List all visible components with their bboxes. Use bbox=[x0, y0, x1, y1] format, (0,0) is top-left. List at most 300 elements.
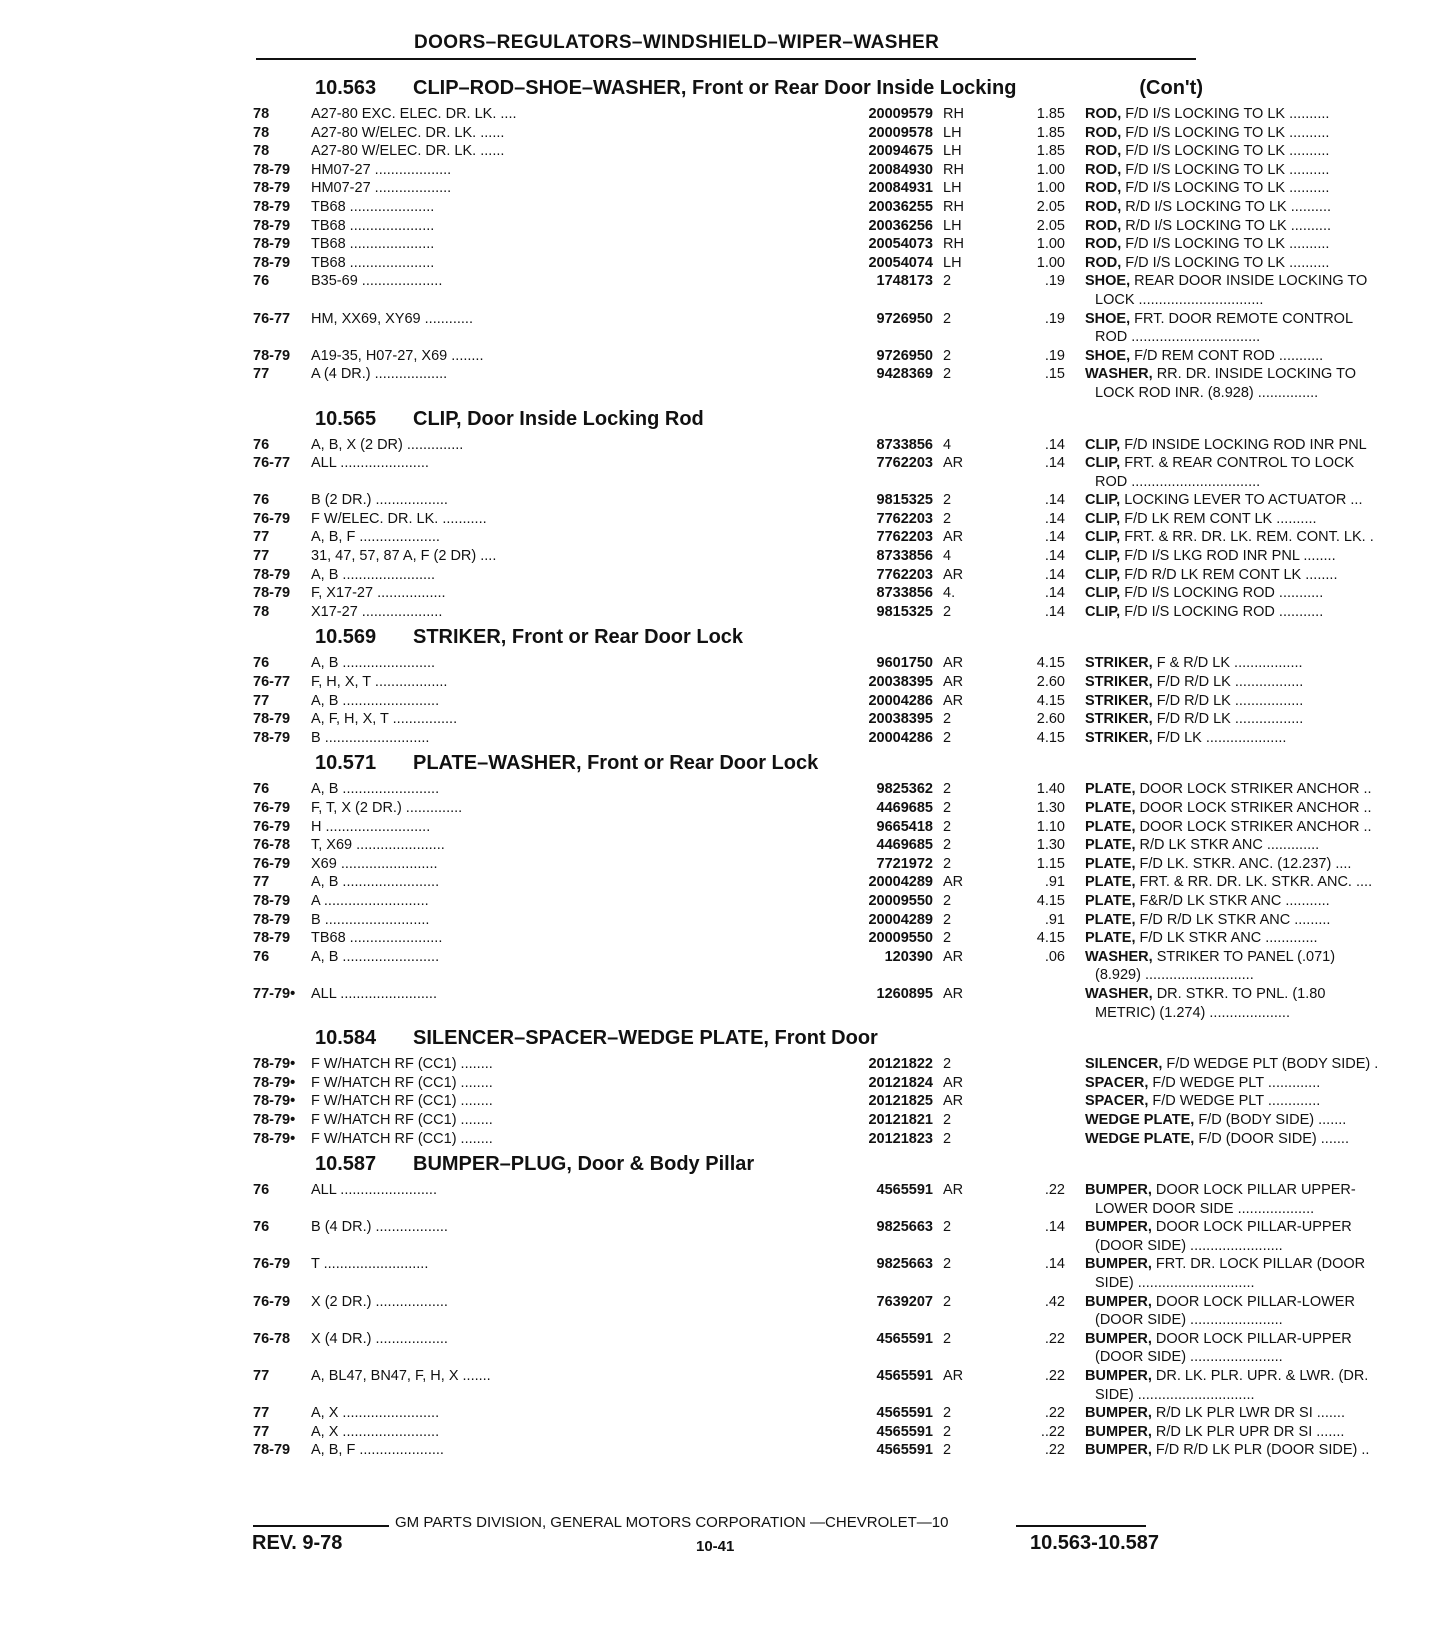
part-number: 20121822 bbox=[868, 1056, 933, 1073]
model-years: 77 bbox=[253, 874, 270, 891]
part-number: 20038395 bbox=[868, 674, 933, 691]
description-text: F/D WEDGE PLT ............. bbox=[1152, 1093, 1321, 1110]
part-number: 20009578 bbox=[868, 124, 933, 141]
price: .14 bbox=[1044, 1256, 1065, 1273]
model-usage: A, B ........................ bbox=[311, 692, 440, 709]
description-continuation: (DOOR SIDE) ....................... bbox=[1095, 1312, 1283, 1329]
parts-listing bbox=[253, 72, 1379, 1460]
part-description bbox=[1085, 1423, 1447, 1442]
part-row bbox=[253, 911, 1331, 930]
part-row bbox=[253, 1074, 1321, 1093]
model-usage: A27-80 W/ELEC. DR. LK. ...... bbox=[311, 143, 505, 160]
part-name: SHOE, bbox=[1085, 310, 1131, 327]
part-name: CLIP, bbox=[1085, 585, 1121, 602]
revision-label: REV. 9-78 bbox=[252, 1532, 343, 1554]
model-usage: A (4 DR.) .................. bbox=[311, 366, 448, 383]
quantity: AR bbox=[943, 1368, 964, 1385]
price: .14 bbox=[1044, 1219, 1065, 1236]
model-usage: TB68 ..................... bbox=[311, 254, 435, 271]
part-name: ROD, bbox=[1085, 143, 1122, 160]
quantity: LH bbox=[943, 217, 962, 234]
part-name: CLIP, bbox=[1085, 492, 1121, 509]
description-text: F/D R/D LK ................. bbox=[1156, 711, 1304, 728]
model-years: 78 bbox=[253, 124, 270, 141]
quantity: 2 bbox=[943, 510, 952, 527]
model-usage: F W/ELEC. DR. LK. ........... bbox=[311, 510, 487, 527]
section-title: CLIP, Door Inside Locking Rod bbox=[413, 407, 704, 430]
model-years: 77 bbox=[253, 692, 270, 709]
price: .91 bbox=[1044, 874, 1065, 891]
price: .22 bbox=[1044, 1442, 1065, 1459]
part-description bbox=[1085, 1255, 1447, 1292]
price: .91 bbox=[1044, 911, 1065, 928]
quantity: 2 bbox=[943, 892, 952, 909]
part-row bbox=[253, 948, 1336, 985]
quantity: RH bbox=[943, 236, 964, 253]
price: 1.30 bbox=[1036, 800, 1065, 816]
model-usage: T .......................... bbox=[311, 1256, 429, 1273]
part-description bbox=[1085, 710, 1447, 729]
model-years: 78-79• bbox=[253, 1130, 296, 1147]
page-number: 10-41 bbox=[696, 1538, 735, 1555]
part-row bbox=[253, 310, 1354, 347]
price: .14 bbox=[1044, 566, 1065, 583]
part-number: 9665418 bbox=[876, 818, 933, 835]
model-usage: TB68 ....................... bbox=[311, 930, 443, 947]
description-text: R/D I/S LOCKING TO LK .......... bbox=[1125, 198, 1332, 215]
price: 2.60 bbox=[1036, 711, 1065, 728]
part-number: 8733856 bbox=[876, 585, 933, 602]
part-number: 9825663 bbox=[876, 1256, 933, 1273]
quantity: 2 bbox=[943, 818, 952, 835]
part-row bbox=[253, 347, 1324, 366]
description-text: DR. STKR. TO PNL. (1.80 bbox=[1156, 985, 1326, 1002]
quantity: 2 bbox=[943, 911, 952, 928]
part-row bbox=[253, 179, 1330, 198]
description-text: F/D I/S LOCKING TO LK .......... bbox=[1125, 161, 1330, 178]
price: 1.85 bbox=[1036, 124, 1065, 141]
part-number: 9825663 bbox=[876, 1219, 933, 1236]
part-row bbox=[253, 584, 1324, 603]
model-years: 76-79 bbox=[253, 1256, 291, 1273]
model-years: 77 bbox=[253, 548, 270, 565]
price: .22 bbox=[1044, 1368, 1065, 1385]
part-description bbox=[1085, 780, 1447, 799]
part-row bbox=[253, 985, 1326, 1022]
price: 1.85 bbox=[1036, 106, 1065, 122]
description-text: F/D INSIDE LOCKING ROD INR PNL bbox=[1124, 436, 1367, 453]
part-name: ROD, bbox=[1085, 106, 1122, 122]
model-years: 78-79 bbox=[253, 566, 291, 583]
part-number: 20084930 bbox=[868, 161, 933, 178]
price: .42 bbox=[1044, 1293, 1065, 1310]
price: .19 bbox=[1044, 347, 1065, 364]
part-description bbox=[1085, 454, 1447, 491]
model-usage: F W/HATCH RF (CC1) ........ bbox=[311, 1056, 493, 1073]
model-years: 78-79 bbox=[253, 729, 291, 746]
part-description bbox=[1085, 547, 1447, 566]
part-row bbox=[253, 654, 1303, 673]
quantity: 2 bbox=[943, 273, 952, 290]
price: 1.30 bbox=[1036, 837, 1065, 854]
model-years: 76 bbox=[253, 948, 270, 965]
description-continuation: (DOOR SIDE) ....................... bbox=[1095, 1237, 1283, 1254]
quantity: 4 bbox=[943, 548, 952, 565]
price: ..22 bbox=[1040, 1423, 1065, 1440]
part-name: PLATE, bbox=[1085, 911, 1136, 928]
price: 2.05 bbox=[1036, 217, 1065, 234]
quantity: AR bbox=[943, 985, 964, 1002]
part-description bbox=[1085, 836, 1447, 855]
model-years: 78-79 bbox=[253, 198, 291, 215]
part-row bbox=[253, 491, 1363, 510]
part-description bbox=[1085, 254, 1447, 273]
part-number: 4565591 bbox=[876, 1182, 933, 1199]
section-range: 10.563-10.587 bbox=[1030, 1532, 1160, 1554]
part-name: WASHER, bbox=[1085, 366, 1153, 383]
part-name: BUMPER, bbox=[1085, 1182, 1152, 1199]
model-years: 76 bbox=[253, 436, 270, 453]
model-usage: ALL ...................... bbox=[311, 455, 429, 472]
quantity: AR bbox=[943, 1074, 964, 1091]
part-name: CLIP, bbox=[1085, 455, 1121, 472]
model-years: 78-79 bbox=[253, 347, 291, 364]
part-description bbox=[1085, 673, 1447, 692]
part-description bbox=[1085, 142, 1447, 161]
section-heading bbox=[253, 747, 1203, 780]
quantity: AR bbox=[943, 692, 964, 709]
description-text: F/D I/S LOCKING TO LK .......... bbox=[1125, 180, 1330, 197]
section-number: 10.565 bbox=[315, 407, 377, 430]
model-years: 77 bbox=[253, 366, 270, 383]
part-name: BUMPER, bbox=[1085, 1368, 1152, 1385]
description-text: F/D I/S LOCKING TO LK .......... bbox=[1125, 106, 1330, 122]
model-years: 78-79 bbox=[253, 254, 291, 271]
model-years: 77-79• bbox=[253, 985, 296, 1002]
model-years: 78-79• bbox=[253, 1111, 296, 1128]
model-usage: F, T, X (2 DR.) .............. bbox=[311, 800, 463, 816]
price: 1.10 bbox=[1036, 818, 1065, 835]
quantity: AR bbox=[943, 874, 964, 891]
part-name: WEDGE PLATE, bbox=[1085, 1111, 1195, 1128]
description-text: F/D R/D LK REM CONT LK ........ bbox=[1124, 566, 1338, 583]
part-name: PLATE, bbox=[1085, 837, 1136, 854]
price: 1.40 bbox=[1036, 781, 1065, 798]
model-years: 76-77 bbox=[253, 455, 291, 472]
part-name: BUMPER, bbox=[1085, 1330, 1152, 1347]
model-years: 78-79 bbox=[253, 711, 291, 728]
part-number: 4565591 bbox=[876, 1405, 933, 1422]
description-text: DOOR LOCK PILLAR-LOWER bbox=[1155, 1293, 1355, 1310]
section-heading bbox=[253, 403, 1203, 436]
model-years: 78-79 bbox=[253, 911, 291, 928]
description-text: F/D REM CONT ROD ........... bbox=[1134, 347, 1324, 364]
description-text: F/D (DOOR SIDE) ....... bbox=[1198, 1130, 1349, 1147]
model-years: 78-79• bbox=[253, 1074, 296, 1091]
part-number: 9726950 bbox=[876, 310, 933, 327]
section-number: 10.571 bbox=[315, 752, 377, 775]
description-text: FRT. DR. LOCK PILLAR (DOOR bbox=[1155, 1256, 1366, 1273]
part-description bbox=[1085, 1055, 1447, 1074]
model-usage: F W/HATCH RF (CC1) ........ bbox=[311, 1130, 493, 1147]
price: .19 bbox=[1044, 273, 1065, 290]
model-usage: TB68 ..................... bbox=[311, 236, 435, 253]
model-usage: A, X ........................ bbox=[311, 1423, 440, 1440]
part-description bbox=[1085, 1330, 1447, 1367]
part-number: 7762203 bbox=[876, 529, 933, 546]
description-text: REAR DOOR INSIDE LOCKING TO bbox=[1134, 273, 1368, 290]
quantity: LH bbox=[943, 143, 962, 160]
part-number: 9815325 bbox=[876, 603, 933, 620]
quantity: 2 bbox=[943, 1405, 952, 1422]
part-number: 4565591 bbox=[876, 1442, 933, 1459]
model-years: 78-79 bbox=[253, 892, 291, 909]
model-usage: A, F, H, X, T ................ bbox=[311, 711, 458, 728]
model-usage: A, B ........................ bbox=[311, 948, 440, 965]
model-usage: HM07-27 ................... bbox=[311, 161, 452, 178]
part-row bbox=[253, 1111, 1347, 1130]
part-name: BUMPER, bbox=[1085, 1423, 1152, 1440]
description-text: DOOR LOCK PILLAR UPPER- bbox=[1155, 1182, 1356, 1199]
part-row bbox=[253, 603, 1324, 622]
part-description bbox=[1085, 235, 1447, 254]
part-number: 1748173 bbox=[876, 273, 933, 290]
quantity: RH bbox=[943, 198, 964, 215]
quantity: 2 bbox=[943, 1330, 952, 1347]
model-years: 77 bbox=[253, 1368, 270, 1385]
part-number: 20038395 bbox=[868, 711, 933, 728]
quantity: 2 bbox=[943, 347, 952, 364]
model-usage: A, BL47, BN47, F, H, X ....... bbox=[311, 1368, 491, 1385]
description-text: F/D R/D LK STKR ANC ......... bbox=[1139, 911, 1331, 928]
model-usage: ALL ........................ bbox=[311, 1182, 437, 1199]
description-text: F & R/D LK ................. bbox=[1156, 655, 1303, 672]
model-usage: X (2 DR.) .................. bbox=[311, 1293, 448, 1310]
price: .14 bbox=[1044, 455, 1065, 472]
model-usage: HM, XX69, XY69 ............ bbox=[311, 310, 473, 327]
part-description bbox=[1085, 528, 1447, 547]
description-text: FRT. & RR. DR. LK. STKR. ANC. .... bbox=[1139, 874, 1373, 891]
quantity: LH bbox=[943, 124, 962, 141]
part-name: PLATE, bbox=[1085, 855, 1136, 872]
model-years: 76-77 bbox=[253, 674, 291, 691]
description-text: F/D I/S LOCKING ROD ........... bbox=[1124, 585, 1324, 602]
price: 4.15 bbox=[1036, 655, 1065, 672]
quantity: 2 bbox=[943, 837, 952, 854]
model-usage: A .......................... bbox=[311, 892, 429, 909]
quantity: 2 bbox=[943, 781, 952, 798]
part-number: 20054074 bbox=[868, 254, 933, 271]
model-years: 76 bbox=[253, 1219, 270, 1236]
model-years: 78-79 bbox=[253, 585, 291, 602]
description-text: R/D I/S LOCKING TO LK .......... bbox=[1125, 217, 1332, 234]
part-name: CLIP, bbox=[1085, 510, 1121, 527]
description-text: F/D R/D LK ................. bbox=[1156, 692, 1304, 709]
model-usage: A, B ....................... bbox=[311, 566, 436, 583]
description-text: F/D (BODY SIDE) ....... bbox=[1198, 1111, 1347, 1128]
part-name: CLIP, bbox=[1085, 529, 1121, 546]
model-usage: F W/HATCH RF (CC1) ........ bbox=[311, 1093, 493, 1110]
model-years: 76-79 bbox=[253, 800, 291, 816]
part-name: CLIP, bbox=[1085, 566, 1121, 583]
model-years: 76 bbox=[253, 655, 270, 672]
description-text: F/D I/S LOCKING TO LK .......... bbox=[1125, 254, 1330, 271]
model-usage: B (2 DR.) .................. bbox=[311, 492, 448, 509]
part-row bbox=[253, 365, 1356, 402]
price: .14 bbox=[1044, 585, 1065, 602]
part-description bbox=[1085, 799, 1447, 818]
part-row bbox=[253, 780, 1372, 799]
price: 4.15 bbox=[1036, 892, 1065, 909]
description-continuation: LOCK ............................... bbox=[1095, 291, 1264, 308]
description-text: R/D LK PLR UPR DR SI ....... bbox=[1155, 1423, 1345, 1440]
description-continuation: METRIC) (1.274) .................... bbox=[1095, 1004, 1290, 1021]
model-usage: HM07-27 ................... bbox=[311, 180, 452, 197]
part-description bbox=[1085, 948, 1447, 985]
description-text: F/D LK REM CONT LK .......... bbox=[1124, 510, 1317, 527]
price: .14 bbox=[1044, 510, 1065, 527]
part-name: SHOE, bbox=[1085, 347, 1131, 364]
model-years: 76 bbox=[253, 781, 270, 798]
part-row bbox=[253, 254, 1330, 273]
part-row bbox=[253, 818, 1372, 837]
part-number: 9825362 bbox=[876, 781, 933, 798]
part-number: 20054073 bbox=[868, 236, 933, 253]
part-name: ROD, bbox=[1085, 217, 1122, 234]
part-description bbox=[1085, 272, 1447, 309]
part-row bbox=[253, 1330, 1352, 1367]
quantity: AR bbox=[943, 1093, 964, 1110]
part-row bbox=[253, 1404, 1345, 1423]
part-description bbox=[1085, 1441, 1447, 1460]
part-row bbox=[253, 235, 1330, 254]
description-text: R/D LK STKR ANC ............. bbox=[1139, 837, 1320, 854]
part-number: 20009579 bbox=[868, 106, 933, 122]
price: .14 bbox=[1044, 492, 1065, 509]
section-title: BUMPER–PLUG, Door & Body Pillar bbox=[413, 1153, 755, 1176]
model-years: 77 bbox=[253, 1405, 270, 1422]
part-description bbox=[1085, 365, 1447, 402]
price: .22 bbox=[1044, 1405, 1065, 1422]
quantity: AR bbox=[943, 529, 964, 546]
part-row bbox=[253, 1130, 1349, 1149]
part-row bbox=[253, 799, 1372, 818]
quantity: 2 bbox=[943, 855, 952, 872]
part-description bbox=[1085, 161, 1447, 180]
description-continuation: ROD ................................ bbox=[1095, 473, 1261, 490]
part-row bbox=[253, 673, 1304, 692]
part-name: WASHER, bbox=[1085, 985, 1153, 1002]
description-text: F/D WEDGE PLT ............. bbox=[1152, 1074, 1321, 1091]
part-number: 7721972 bbox=[876, 855, 933, 872]
description-text: FRT. & RR. DR. LK. REM. CONT. LK. . bbox=[1124, 529, 1374, 546]
part-description bbox=[1085, 310, 1447, 347]
part-name: WEDGE PLATE, bbox=[1085, 1130, 1195, 1147]
part-name: PLATE, bbox=[1085, 781, 1136, 798]
part-number: 9726950 bbox=[876, 347, 933, 364]
part-name: ROD, bbox=[1085, 198, 1122, 215]
description-text: F/D I/S LKG ROD INR PNL ........ bbox=[1124, 548, 1336, 565]
quantity: 2 bbox=[943, 729, 952, 746]
model-usage: A, B, F .................... bbox=[311, 529, 440, 546]
part-description bbox=[1085, 818, 1447, 837]
description-text: R/D LK PLR LWR DR SI ....... bbox=[1155, 1405, 1345, 1422]
part-number: 120390 bbox=[884, 948, 933, 965]
model-usage: X (4 DR.) .................. bbox=[311, 1330, 448, 1347]
description-text: STRIKER TO PANEL (.071) bbox=[1156, 948, 1336, 965]
part-number: 20009550 bbox=[868, 930, 933, 947]
quantity: 2 bbox=[943, 1293, 952, 1310]
part-description bbox=[1085, 892, 1447, 911]
model-usage: B35-69 .................... bbox=[311, 273, 443, 290]
model-usage: A27-80 EXC. ELEC. DR. LK. .... bbox=[311, 106, 517, 122]
description-text: DOOR LOCK PILLAR-UPPER bbox=[1155, 1330, 1352, 1347]
model-usage: A, B, X (2 DR) .............. bbox=[311, 436, 464, 453]
section-title: CLIP–ROD–SHOE–WASHER, Front or Rear Door Inside Locking bbox=[413, 77, 1017, 99]
price: 1.85 bbox=[1036, 143, 1065, 160]
part-name: CLIP, bbox=[1085, 603, 1121, 620]
quantity: 2 bbox=[943, 1256, 952, 1273]
part-description bbox=[1085, 1181, 1447, 1218]
price: 4.15 bbox=[1036, 692, 1065, 709]
description-text: DOOR LOCK STRIKER ANCHOR .. bbox=[1139, 818, 1372, 835]
part-description bbox=[1085, 911, 1447, 930]
section-continued-label: (Con't) bbox=[1139, 77, 1203, 99]
description-continuation: SIDE) ............................. bbox=[1095, 1386, 1255, 1403]
part-name: PLATE, bbox=[1085, 818, 1136, 835]
section-heading bbox=[253, 1022, 1203, 1055]
quantity: AR bbox=[943, 674, 964, 691]
part-number: 20121824 bbox=[868, 1074, 933, 1091]
part-name: SPACER, bbox=[1085, 1074, 1149, 1091]
part-row bbox=[253, 692, 1304, 711]
part-description bbox=[1085, 1367, 1447, 1404]
part-description bbox=[1085, 198, 1447, 217]
part-name: ROD, bbox=[1085, 180, 1122, 197]
quantity: 2 bbox=[943, 711, 952, 728]
section-number: 10.587 bbox=[315, 1153, 377, 1176]
model-usage: F, H, X, T .................. bbox=[311, 674, 448, 691]
part-name: ROD, bbox=[1085, 254, 1122, 271]
model-usage: A, B ....................... bbox=[311, 655, 436, 672]
description-continuation: LOCK ROD INR. (8.928) ............... bbox=[1095, 384, 1319, 401]
part-number: 1260895 bbox=[876, 985, 933, 1002]
part-name: BUMPER, bbox=[1085, 1256, 1152, 1273]
part-row bbox=[253, 528, 1374, 547]
part-description bbox=[1085, 929, 1447, 948]
price: .14 bbox=[1044, 603, 1065, 620]
description-text: F/D I/S LOCKING TO LK .......... bbox=[1125, 236, 1330, 253]
quantity: 4. bbox=[943, 585, 956, 602]
part-description bbox=[1085, 491, 1447, 510]
model-years: 78-79• bbox=[253, 1093, 296, 1110]
price: 1.00 bbox=[1036, 236, 1065, 253]
part-number: 7639207 bbox=[876, 1293, 933, 1310]
description-text: DOOR LOCK STRIKER ANCHOR .. bbox=[1139, 781, 1372, 798]
part-name: SHOE, bbox=[1085, 273, 1131, 290]
part-row bbox=[253, 1367, 1369, 1404]
part-name: BUMPER, bbox=[1085, 1219, 1152, 1236]
description-continuation: (DOOR SIDE) ....................... bbox=[1095, 1349, 1283, 1366]
part-name: PLATE, bbox=[1085, 930, 1136, 947]
part-description bbox=[1085, 1130, 1447, 1149]
part-description bbox=[1085, 1218, 1447, 1255]
part-name: SILENCER, bbox=[1085, 1056, 1163, 1073]
model-years: 78 bbox=[253, 143, 270, 160]
model-usage: X17-27 .................... bbox=[311, 603, 443, 620]
part-row bbox=[253, 272, 1368, 309]
footer-division: GM PARTS DIVISION, GENERAL MOTORS CORPORATION —CHEVROLET—10 bbox=[395, 1514, 949, 1531]
